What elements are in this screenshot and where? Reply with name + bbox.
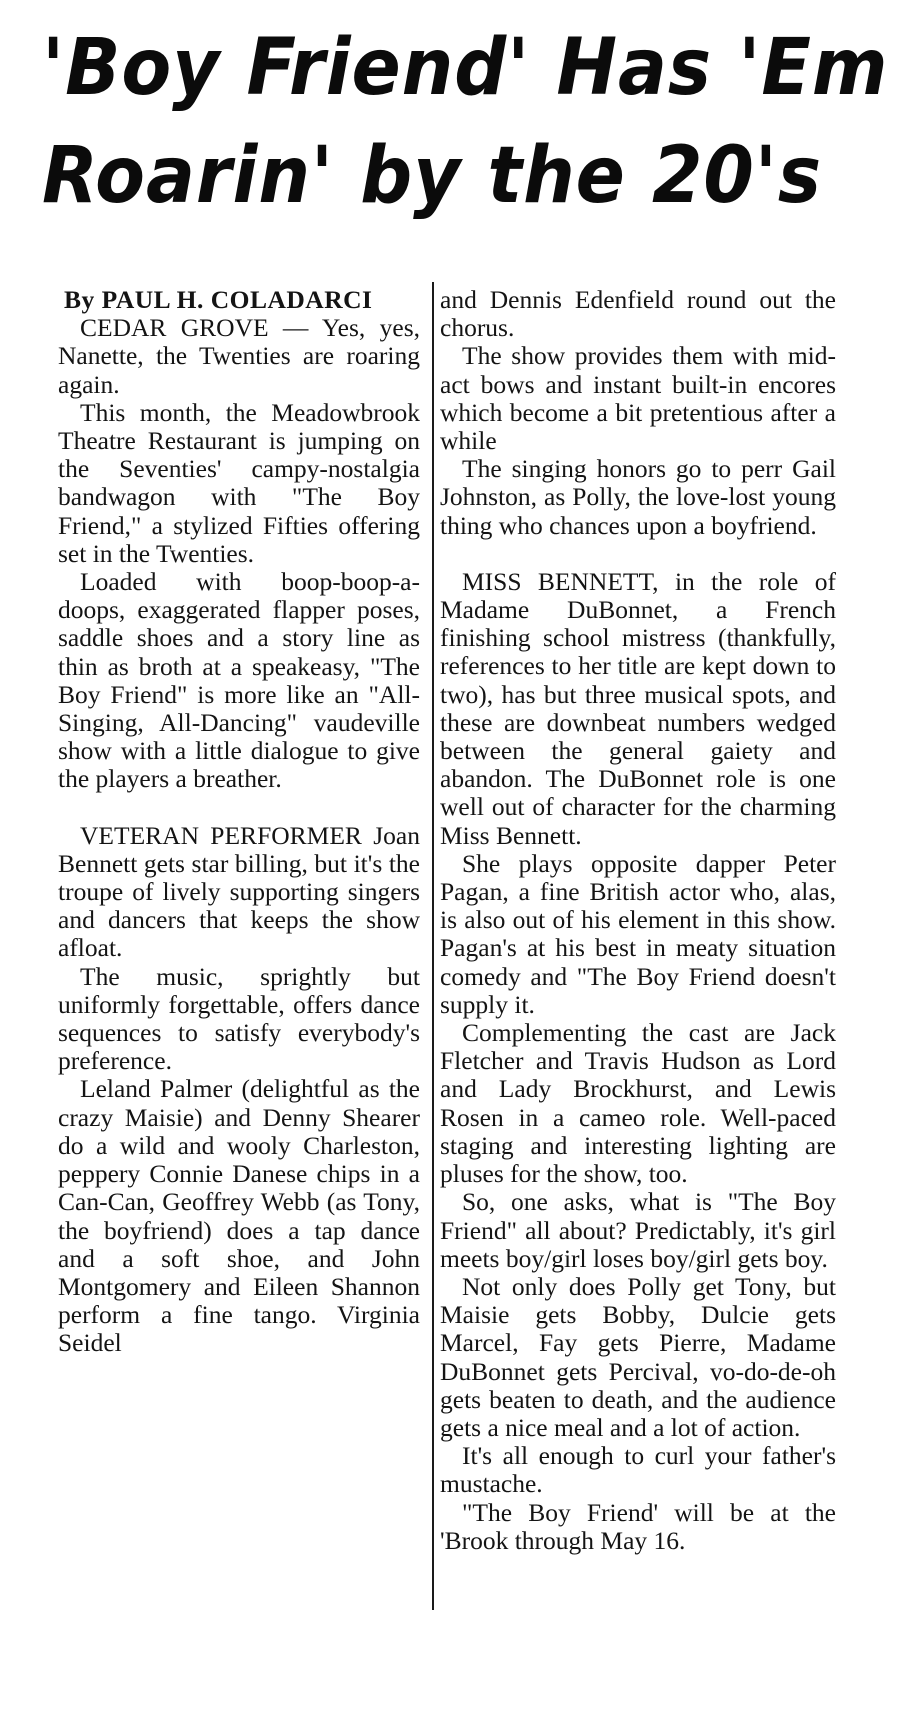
paragraph-subhead: VETERAN PERFORMER Joan Bennett gets star billing, but it's the troupe of lively supporting singers and dancers that keeps the show afloat.	[58, 820, 420, 963]
paragraph: So, one asks, what is "The Boy Friend" all about? Predictably, it's girl meets boy/girl loses boy/girl gets boy.	[440, 1187, 836, 1273]
paragraph: The music, sprightly but uniformly forgettable, offers dance sequences to satisfy everybody's preference.	[58, 961, 420, 1076]
headline-line-1: 'Boy Friend' Has 'Em	[42, 23, 889, 113]
paragraph: The singing honors go to perr Gail Johnston, as Polly, the love-lost young thing who chances upon a boyfriend.	[440, 454, 836, 540]
paragraph: Complementing the cast are Jack Fletcher and Travis Hudson as Lord and Lady Brockhurst, and Lewis Rosen in a cameo role. Well-paced staging and interesting lighting are pluses for the show, too.	[440, 1018, 836, 1189]
paragraph: Not only does Polly get Tony, but Maisie gets Bobby, Dulcie gets Marcel, Fay gets Pierre, Madame DuBonnet gets Percival, vo-do-de-oh gets beaten to death, and the audience gets a nice meal and a lot of action.	[440, 1271, 836, 1442]
paragraph: She plays opposite dapper Peter Pagan, a fine British actor who, alas, is also out of his element in this show. Pagan's at his best in meaty situation comedy and "The Boy Friend doesn't supply it.	[440, 848, 836, 1019]
paragraph: Loaded with boop-boop-a-doops, exaggerated flapper poses, saddle shoes and a story line as thin as broth at a speakeasy, "The Boy Friend" is more like an "All-Singing, All-Dancing" vaudeville show with a little dialogue to give the players a breather.	[58, 567, 420, 794]
paragraph: It's all enough to curl your father's mustache.	[440, 1441, 836, 1499]
paragraph: Leland Palmer (delightful as the crazy Maisie) and Denny Shearer do a wild and wooly Charleston, peppery Connie Danese chips in a Can-Can, Geoffrey Webb (as Tony, the boyfriend) does a tap dance and a soft shoe, and John Montgomery and Eileen Shannon perform a fine tango. Virginia Seidel	[58, 1074, 420, 1358]
paragraph: CEDAR GROVE — Yes, yes, Nanette, the Twenties are roaring again.	[58, 313, 420, 399]
paragraph: and Dennis Edenfield round out the chorus.	[440, 285, 836, 343]
paragraph: This month, the Meadowbrook Theatre Restaurant is jumping on the Seventies' campy-nostalgia bandwagon with "The Boy Friend," a stylized Fifties offering set in the Twenties.	[58, 397, 420, 568]
column-divider	[432, 282, 434, 1610]
headline	[42, 14, 889, 230]
paragraph: The show provides them with mid-act bows and instant built-in encores which become a bit pretentious after a while	[440, 341, 836, 456]
paragraph: "The Boy Friend' will be at the 'Brook through May 16.	[440, 1497, 836, 1555]
paragraph-subhead: MISS BENNETT, in the role of Madame DuBonnet, a French finishing school mistress (thankfully, references to her title are kept down to two), has but three musical spots, and these are downbeat numbers wedged between the general gaiety and abandon. The DuBonnet role is one well out of character for the charming Miss Bennett.	[440, 566, 836, 850]
right-column	[440, 286, 836, 1555]
left-column	[58, 286, 420, 1358]
headline-line-2: Roarin' by the 20's	[42, 131, 823, 221]
byline: By PAUL H. COLADARCI	[64, 285, 373, 314]
